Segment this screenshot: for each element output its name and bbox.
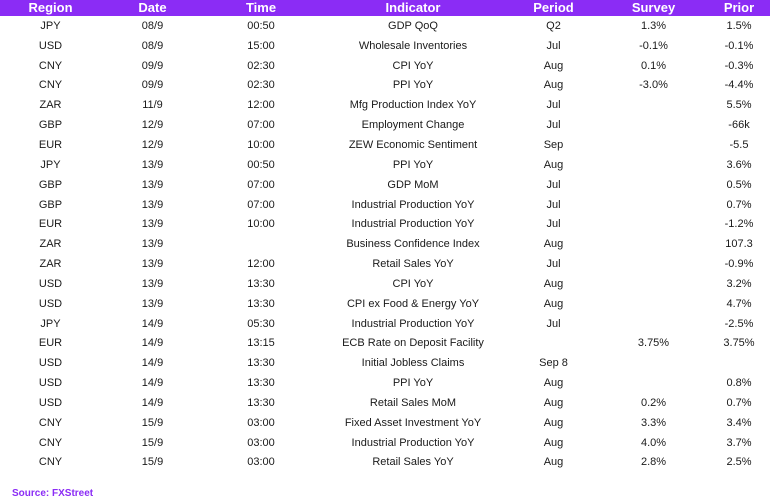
cell-date: 12/9	[141, 138, 164, 151]
cell-date: 14/9	[141, 396, 164, 409]
cell-date: 13/9	[141, 238, 164, 251]
cell-prior: 0.7%	[726, 396, 752, 409]
cell-region: CNY	[38, 436, 63, 449]
header-date: Date	[101, 0, 204, 16]
cell-date: 14/9	[141, 357, 164, 370]
cell-indicator: Wholesale Inventories	[358, 39, 468, 52]
cell-indicator: CPI YoY	[392, 277, 434, 290]
cell-indicator: Retail Sales YoY	[372, 456, 454, 469]
cell-period: Aug	[543, 297, 564, 310]
cell-region: ZAR	[39, 258, 62, 271]
cell-indicator: ZEW Economic Sentiment	[348, 138, 478, 151]
cell-prior: 3.7%	[726, 436, 752, 449]
cell-survey	[599, 95, 708, 115]
cell-prior: 3.75%	[723, 337, 755, 350]
table-row	[0, 175, 770, 195]
table-row	[0, 56, 770, 76]
cell-survey: 4.0%	[640, 436, 667, 449]
table-row	[0, 413, 770, 433]
table-row	[0, 234, 770, 254]
table-row	[0, 294, 770, 314]
table-row	[0, 214, 770, 234]
cell-survey: 0.2%	[640, 396, 667, 409]
cell-survey	[599, 373, 708, 393]
cell-time: 10:00	[247, 218, 275, 231]
cell-indicator: GDP QoQ	[388, 19, 438, 32]
cell-date: 15/9	[141, 456, 164, 469]
cell-date: 11/9	[142, 99, 163, 112]
cell-date: 13/9	[141, 277, 164, 290]
cell-period: Jul	[546, 178, 561, 191]
cell-period: Aug	[543, 377, 564, 390]
cell-indicator: Retail Sales YoY	[372, 258, 454, 271]
cell-period: Aug	[543, 396, 564, 409]
cell-time: 02:30	[247, 59, 275, 72]
table-row	[0, 373, 770, 393]
cell-survey	[599, 195, 708, 215]
cell-region: JPY	[40, 158, 61, 171]
cell-time: 07:00	[247, 198, 275, 211]
cell-time: 13:30	[247, 357, 275, 370]
cell-prior: 3.4%	[726, 416, 752, 429]
cell-time: 12:00	[247, 99, 275, 112]
table-row	[0, 16, 770, 36]
cell-date: 13/9	[141, 258, 164, 271]
cell-period: Sep 8	[539, 357, 568, 370]
header-prior: Prior	[708, 0, 770, 16]
cell-period: Jul	[546, 218, 561, 231]
cell-region: GBP	[38, 178, 63, 191]
cell-region: USD	[38, 357, 63, 370]
cell-indicator: Business Confidence Index	[346, 238, 480, 251]
cell-period: Sep	[543, 138, 564, 151]
cell-prior: 0.7%	[726, 198, 752, 211]
cell-time: 13:15	[247, 337, 275, 350]
cell-period: Aug	[543, 416, 564, 429]
table-row	[0, 314, 770, 334]
cell-period: Aug	[543, 436, 564, 449]
cell-date: 14/9	[141, 377, 164, 390]
cell-region: USD	[38, 39, 63, 52]
cell-survey: 0.1%	[640, 59, 667, 72]
cell-survey	[599, 254, 708, 274]
cell-region: USD	[38, 396, 63, 409]
cell-date: 09/9	[141, 59, 164, 72]
cell-time: 03:00	[247, 416, 275, 429]
table-row	[0, 36, 770, 56]
cell-survey	[599, 115, 708, 135]
cell-indicator: Fixed Asset Investment YoY	[344, 416, 482, 429]
cell-indicator: Industrial Production YoY	[351, 198, 475, 211]
cell-region: EUR	[38, 218, 63, 231]
cell-time: 00:50	[247, 158, 275, 171]
cell-time: 03:00	[247, 456, 275, 469]
cell-period: Jul	[546, 258, 561, 271]
cell-indicator: PPI YoY	[392, 79, 434, 92]
cell-time: 13:30	[247, 396, 275, 409]
cell-region: GBP	[38, 198, 63, 211]
cell-date: 13/9	[141, 158, 164, 171]
cell-prior: 2.5%	[726, 456, 752, 469]
cell-time: 13:30	[247, 297, 275, 310]
cell-indicator: Employment Change	[361, 119, 465, 132]
cell-time: 15:00	[247, 39, 275, 52]
cell-period: Jul	[546, 39, 561, 52]
cell-period: Aug	[543, 79, 564, 92]
cell-date: 15/9	[141, 436, 164, 449]
cell-prior: 5.5%	[726, 99, 752, 112]
header-indicator: Indicator	[318, 0, 508, 16]
cell-survey: 3.75%	[637, 337, 670, 350]
cell-period: Q2	[546, 19, 561, 32]
header-time: Time	[204, 0, 318, 16]
cell-survey	[599, 234, 708, 254]
cell-prior: -0.3%	[724, 59, 754, 72]
cell-period: Jul	[546, 99, 561, 112]
cell-date: 13/9	[141, 198, 164, 211]
cell-indicator: CPI YoY	[392, 59, 434, 72]
cell-indicator: CPI ex Food & Energy YoY	[346, 297, 480, 310]
table-row	[0, 353, 770, 373]
cell-indicator: Retail Sales MoM	[369, 396, 457, 409]
cell-prior: 3.6%	[726, 158, 752, 171]
cell-indicator: GDP MoM	[387, 178, 439, 191]
cell-period: Jul	[546, 317, 561, 330]
cell-survey	[599, 214, 708, 234]
cell-region: USD	[38, 277, 63, 290]
cell-survey: 1.3%	[640, 19, 667, 32]
cell-survey	[599, 314, 708, 334]
cell-period	[508, 334, 599, 354]
cell-region: EUR	[38, 337, 63, 350]
table-row	[0, 195, 770, 215]
cell-indicator: ECB Rate on Deposit Facility	[342, 337, 484, 350]
cell-indicator: Initial Jobless Claims	[361, 357, 465, 370]
cell-time: 00:50	[247, 19, 275, 32]
cell-date: 14/9	[141, 337, 164, 350]
cell-region: CNY	[38, 416, 63, 429]
header-row	[0, 0, 770, 16]
cell-survey	[599, 274, 708, 294]
cell-date: 09/9	[141, 79, 164, 92]
cell-prior: -1.2%	[724, 218, 754, 231]
cell-date: 13/9	[141, 297, 164, 310]
cell-date: 13/9	[141, 218, 164, 231]
cell-prior: 0.5%	[726, 178, 752, 191]
cell-period: Aug	[543, 158, 564, 171]
cell-indicator: Mfg Production Index YoY	[349, 99, 477, 112]
cell-survey	[599, 155, 708, 175]
cell-period: Jul	[546, 119, 561, 132]
cell-region: CNY	[38, 59, 63, 72]
cell-time: 07:00	[247, 119, 275, 132]
cell-date: 08/9	[141, 19, 164, 32]
cell-indicator: Industrial Production YoY	[351, 218, 475, 231]
cell-time: 05:30	[247, 317, 275, 330]
cell-prior: -0.1%	[724, 39, 754, 52]
cell-survey: -0.1%	[639, 39, 668, 52]
cell-prior	[708, 353, 770, 373]
cell-indicator: PPI YoY	[392, 158, 434, 171]
table-row	[0, 433, 770, 453]
cell-prior: -4.4%	[724, 79, 754, 92]
cell-prior: -5.5	[729, 138, 749, 151]
cell-period: Jul	[546, 198, 561, 211]
cell-prior: 1.5%	[726, 19, 752, 32]
cell-indicator: Industrial Production YoY	[351, 436, 475, 449]
cell-region: USD	[38, 297, 63, 310]
cell-survey: -3.0%	[639, 79, 668, 92]
cell-region: GBP	[38, 119, 63, 132]
table-row	[0, 155, 770, 175]
cell-period: Aug	[543, 277, 564, 290]
cell-survey	[599, 294, 708, 314]
cell-time: 13:30	[247, 277, 275, 290]
cell-period: Aug	[543, 456, 564, 469]
cell-prior: -2.5%	[724, 317, 754, 330]
cell-date: 08/9	[141, 39, 164, 52]
source-note: Source: FXStreet	[12, 488, 94, 499]
cell-time: 03:00	[247, 436, 275, 449]
cell-time	[204, 234, 318, 254]
cell-period: Aug	[543, 59, 564, 72]
cell-survey: 2.8%	[640, 456, 667, 469]
cell-survey	[599, 353, 708, 373]
header-survey: Survey	[599, 0, 708, 16]
table-row	[0, 135, 770, 155]
table-row	[0, 274, 770, 294]
cell-time: 10:00	[247, 138, 275, 151]
cell-survey	[599, 175, 708, 195]
table-row	[0, 76, 770, 96]
cell-time: 12:00	[247, 258, 275, 271]
cell-date: 13/9	[141, 178, 164, 191]
cell-date: 14/9	[141, 317, 164, 330]
cell-indicator: Industrial Production YoY	[351, 317, 475, 330]
cell-prior: -0.9%	[724, 258, 754, 271]
cell-indicator: PPI YoY	[392, 377, 434, 390]
cell-date: 12/9	[141, 119, 164, 132]
cell-prior: 4.7%	[726, 297, 752, 310]
cell-survey	[599, 135, 708, 155]
cell-region: CNY	[38, 79, 63, 92]
cell-region: JPY	[40, 317, 61, 330]
table-row	[0, 453, 770, 473]
cell-prior: -66k	[728, 119, 750, 132]
table-row	[0, 95, 770, 115]
header-period: Period	[508, 0, 599, 16]
cell-region: USD	[38, 377, 63, 390]
table-row	[0, 115, 770, 135]
cell-region: EUR	[38, 138, 63, 151]
cell-period: Aug	[543, 238, 564, 251]
cell-prior: 3.2%	[726, 277, 752, 290]
cell-prior: 0.8%	[726, 377, 752, 390]
cell-region: CNY	[38, 456, 63, 469]
cell-region: ZAR	[39, 99, 62, 112]
table-row	[0, 334, 770, 354]
header-region: Region	[0, 0, 101, 16]
cell-prior: 107.3	[725, 238, 753, 251]
cell-region: JPY	[40, 19, 61, 32]
cell-date: 15/9	[141, 416, 164, 429]
table-row	[0, 254, 770, 274]
table-row	[0, 393, 770, 413]
cell-survey: 3.3%	[640, 416, 667, 429]
cell-region: ZAR	[39, 238, 62, 251]
cell-time: 02:30	[247, 79, 275, 92]
cell-time: 07:00	[247, 178, 275, 191]
cell-time: 13:30	[247, 377, 275, 390]
